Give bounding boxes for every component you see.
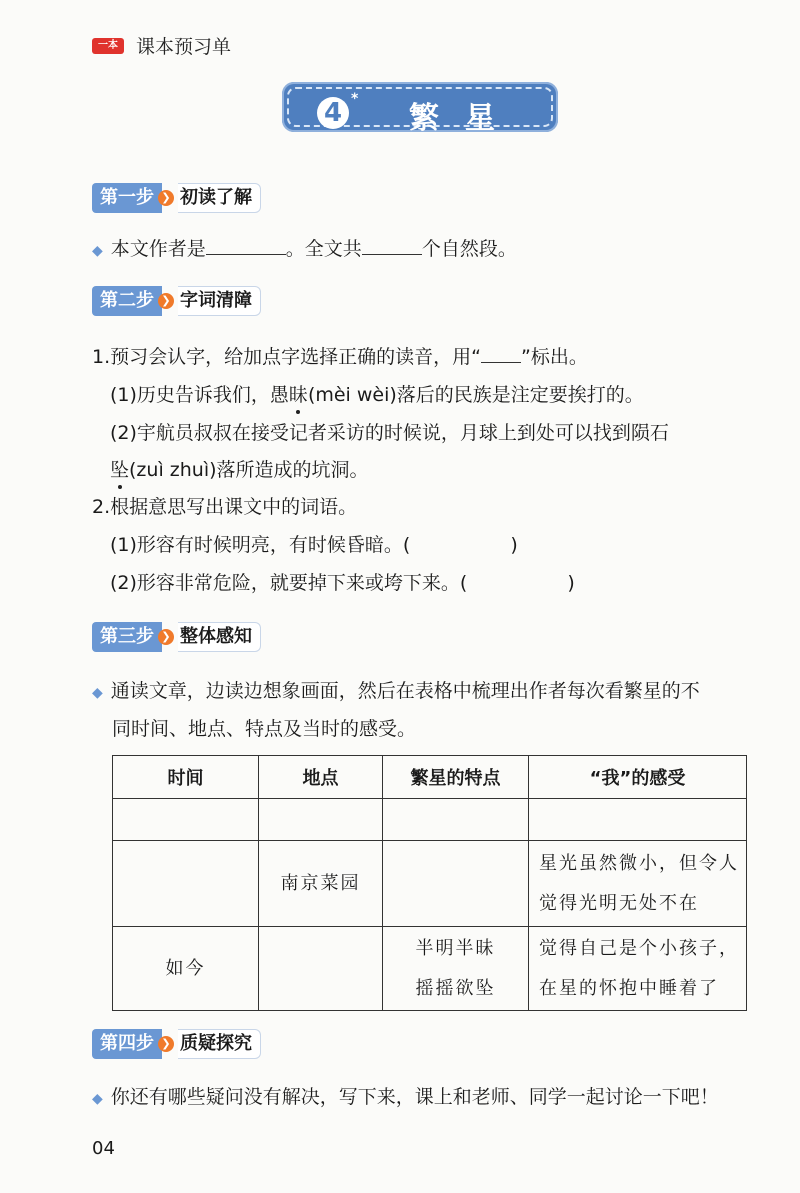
paragraph-count-blank[interactable]	[362, 236, 422, 255]
arrow-right-icon: ❯	[158, 190, 174, 206]
step1-name: 初读了解	[178, 183, 261, 213]
step4-tag: 第四步	[92, 1029, 162, 1059]
table-cell[interactable]	[259, 799, 383, 841]
step1-text-a: 本文作者是	[110, 238, 206, 260]
table-cell[interactable]	[383, 799, 529, 841]
step1-question	[92, 236, 517, 264]
step2-tag: 第二步	[92, 286, 162, 316]
step4-header	[92, 1029, 261, 1059]
underline-sample-blank	[481, 344, 521, 363]
step2-q2: 2.根据意思写出课文中的词语。	[92, 496, 358, 518]
table-cell[interactable]	[113, 841, 259, 927]
step2-q1-1	[110, 382, 644, 408]
diamond-bullet-icon: ◆	[92, 243, 103, 259]
step3-line1: 通读文章，边读边想象画面，然后在表格中梳理出作者每次看繁星的不	[110, 680, 700, 702]
observation-table	[112, 755, 747, 1011]
step4-question	[92, 1084, 719, 1112]
table-cell-feature	[383, 927, 529, 1011]
lesson-number: 4	[317, 97, 349, 129]
step3-name: 整体感知	[178, 622, 261, 652]
step1-header	[92, 183, 261, 213]
step2-header	[92, 286, 261, 316]
step4-text: 你还有哪些疑问没有解决，写下来，课上和老师、同学一起讨论一下吧！	[110, 1086, 719, 1108]
q1-text-b: ”标出。	[520, 346, 588, 368]
arrow-right-icon: ❯	[158, 629, 174, 645]
step2-q1	[92, 344, 588, 370]
header-time: 时间	[113, 756, 259, 799]
table-cell-feeling	[529, 841, 747, 927]
step1-text-c: 个自然段。	[421, 238, 517, 260]
header-feature: 繁星的特点	[383, 756, 529, 799]
dotted-char: 坠	[110, 459, 130, 481]
diamond-bullet-icon: ◆	[92, 685, 103, 701]
cell-line: 觉得自己是个小孩子，	[539, 937, 739, 959]
q2-1-text-b: )	[510, 534, 518, 556]
step1-tag: 第一步	[92, 183, 162, 213]
q2-2-text-a: (2)形容非常危险，就要掉下来或垮下来。(	[110, 572, 468, 594]
table-row	[113, 841, 747, 927]
arrow-right-icon: ❯	[158, 293, 174, 309]
dotted-char: 昧	[288, 384, 308, 406]
table-header-row	[113, 756, 747, 799]
q1-1-text-a: (1)历史告诉我们，愚	[110, 384, 289, 406]
table-row	[113, 799, 747, 841]
cell-line: 星光虽然微小，但令人	[539, 852, 739, 874]
cell-line: 在星的怀抱中睡着了	[539, 977, 719, 999]
q2-2-text-b: )	[567, 572, 575, 594]
step3-tag: 第三步	[92, 622, 162, 652]
table-cell[interactable]	[383, 841, 529, 927]
q1-1-text-b[interactable]: (mèi wèi)落后的民族是注定要挨打的。	[307, 384, 644, 406]
table-cell-feeling	[529, 927, 747, 1011]
q2-1-text-a: (1)形容有时候明亮，有时候昏暗。(	[110, 534, 411, 556]
step2-q2-2	[110, 570, 575, 596]
step1-text-b: 。全文共	[285, 238, 362, 260]
brand-logo: 一本	[92, 38, 124, 54]
table-cell[interactable]	[259, 927, 383, 1011]
arrow-right-icon: ❯	[158, 1036, 174, 1052]
table-row	[113, 927, 747, 1011]
lesson-title: 繁星	[409, 101, 521, 136]
diamond-bullet-icon: ◆	[92, 1091, 103, 1107]
step2-q1-2b	[110, 457, 369, 483]
step2-name: 字词清障	[178, 286, 261, 316]
q1-text-a: 1.预习会认字，给加点字选择正确的读音，用“	[92, 346, 481, 368]
header-feeling: “我”的感受	[529, 756, 747, 799]
cell-line: 摇摇欲坠	[415, 977, 496, 999]
header-place: 地点	[259, 756, 383, 799]
table-cell[interactable]	[113, 799, 259, 841]
table-cell[interactable]	[529, 799, 747, 841]
author-blank[interactable]	[206, 236, 286, 255]
lesson-title-banner	[282, 82, 558, 136]
step4-name: 质疑探究	[178, 1029, 261, 1059]
table-cell-time: 如今	[113, 927, 259, 1011]
step2-q1-2: (2)宇航员叔叔在接受记者采访的时候说，月球上到处可以找到陨石	[110, 422, 669, 444]
banner-dashed-frame	[287, 87, 553, 136]
page-number: 04	[92, 1138, 115, 1159]
brand-title: 课本预习单	[136, 36, 232, 58]
step2-q2-1	[110, 532, 518, 558]
step3-header	[92, 622, 261, 652]
step3-instruction-2: 同时间、地点、特点及当时的感受。	[112, 718, 417, 740]
q1-2b-text[interactable]: (zuì zhuì)落所造成的坑洞。	[129, 459, 369, 481]
lesson-star-mark: *	[351, 91, 359, 107]
table-cell-place: 南京菜园	[259, 841, 383, 927]
cell-line: 半明半昧	[415, 937, 496, 959]
cell-line: 觉得光明无处不在	[539, 892, 699, 914]
step3-instruction-1	[92, 678, 700, 706]
